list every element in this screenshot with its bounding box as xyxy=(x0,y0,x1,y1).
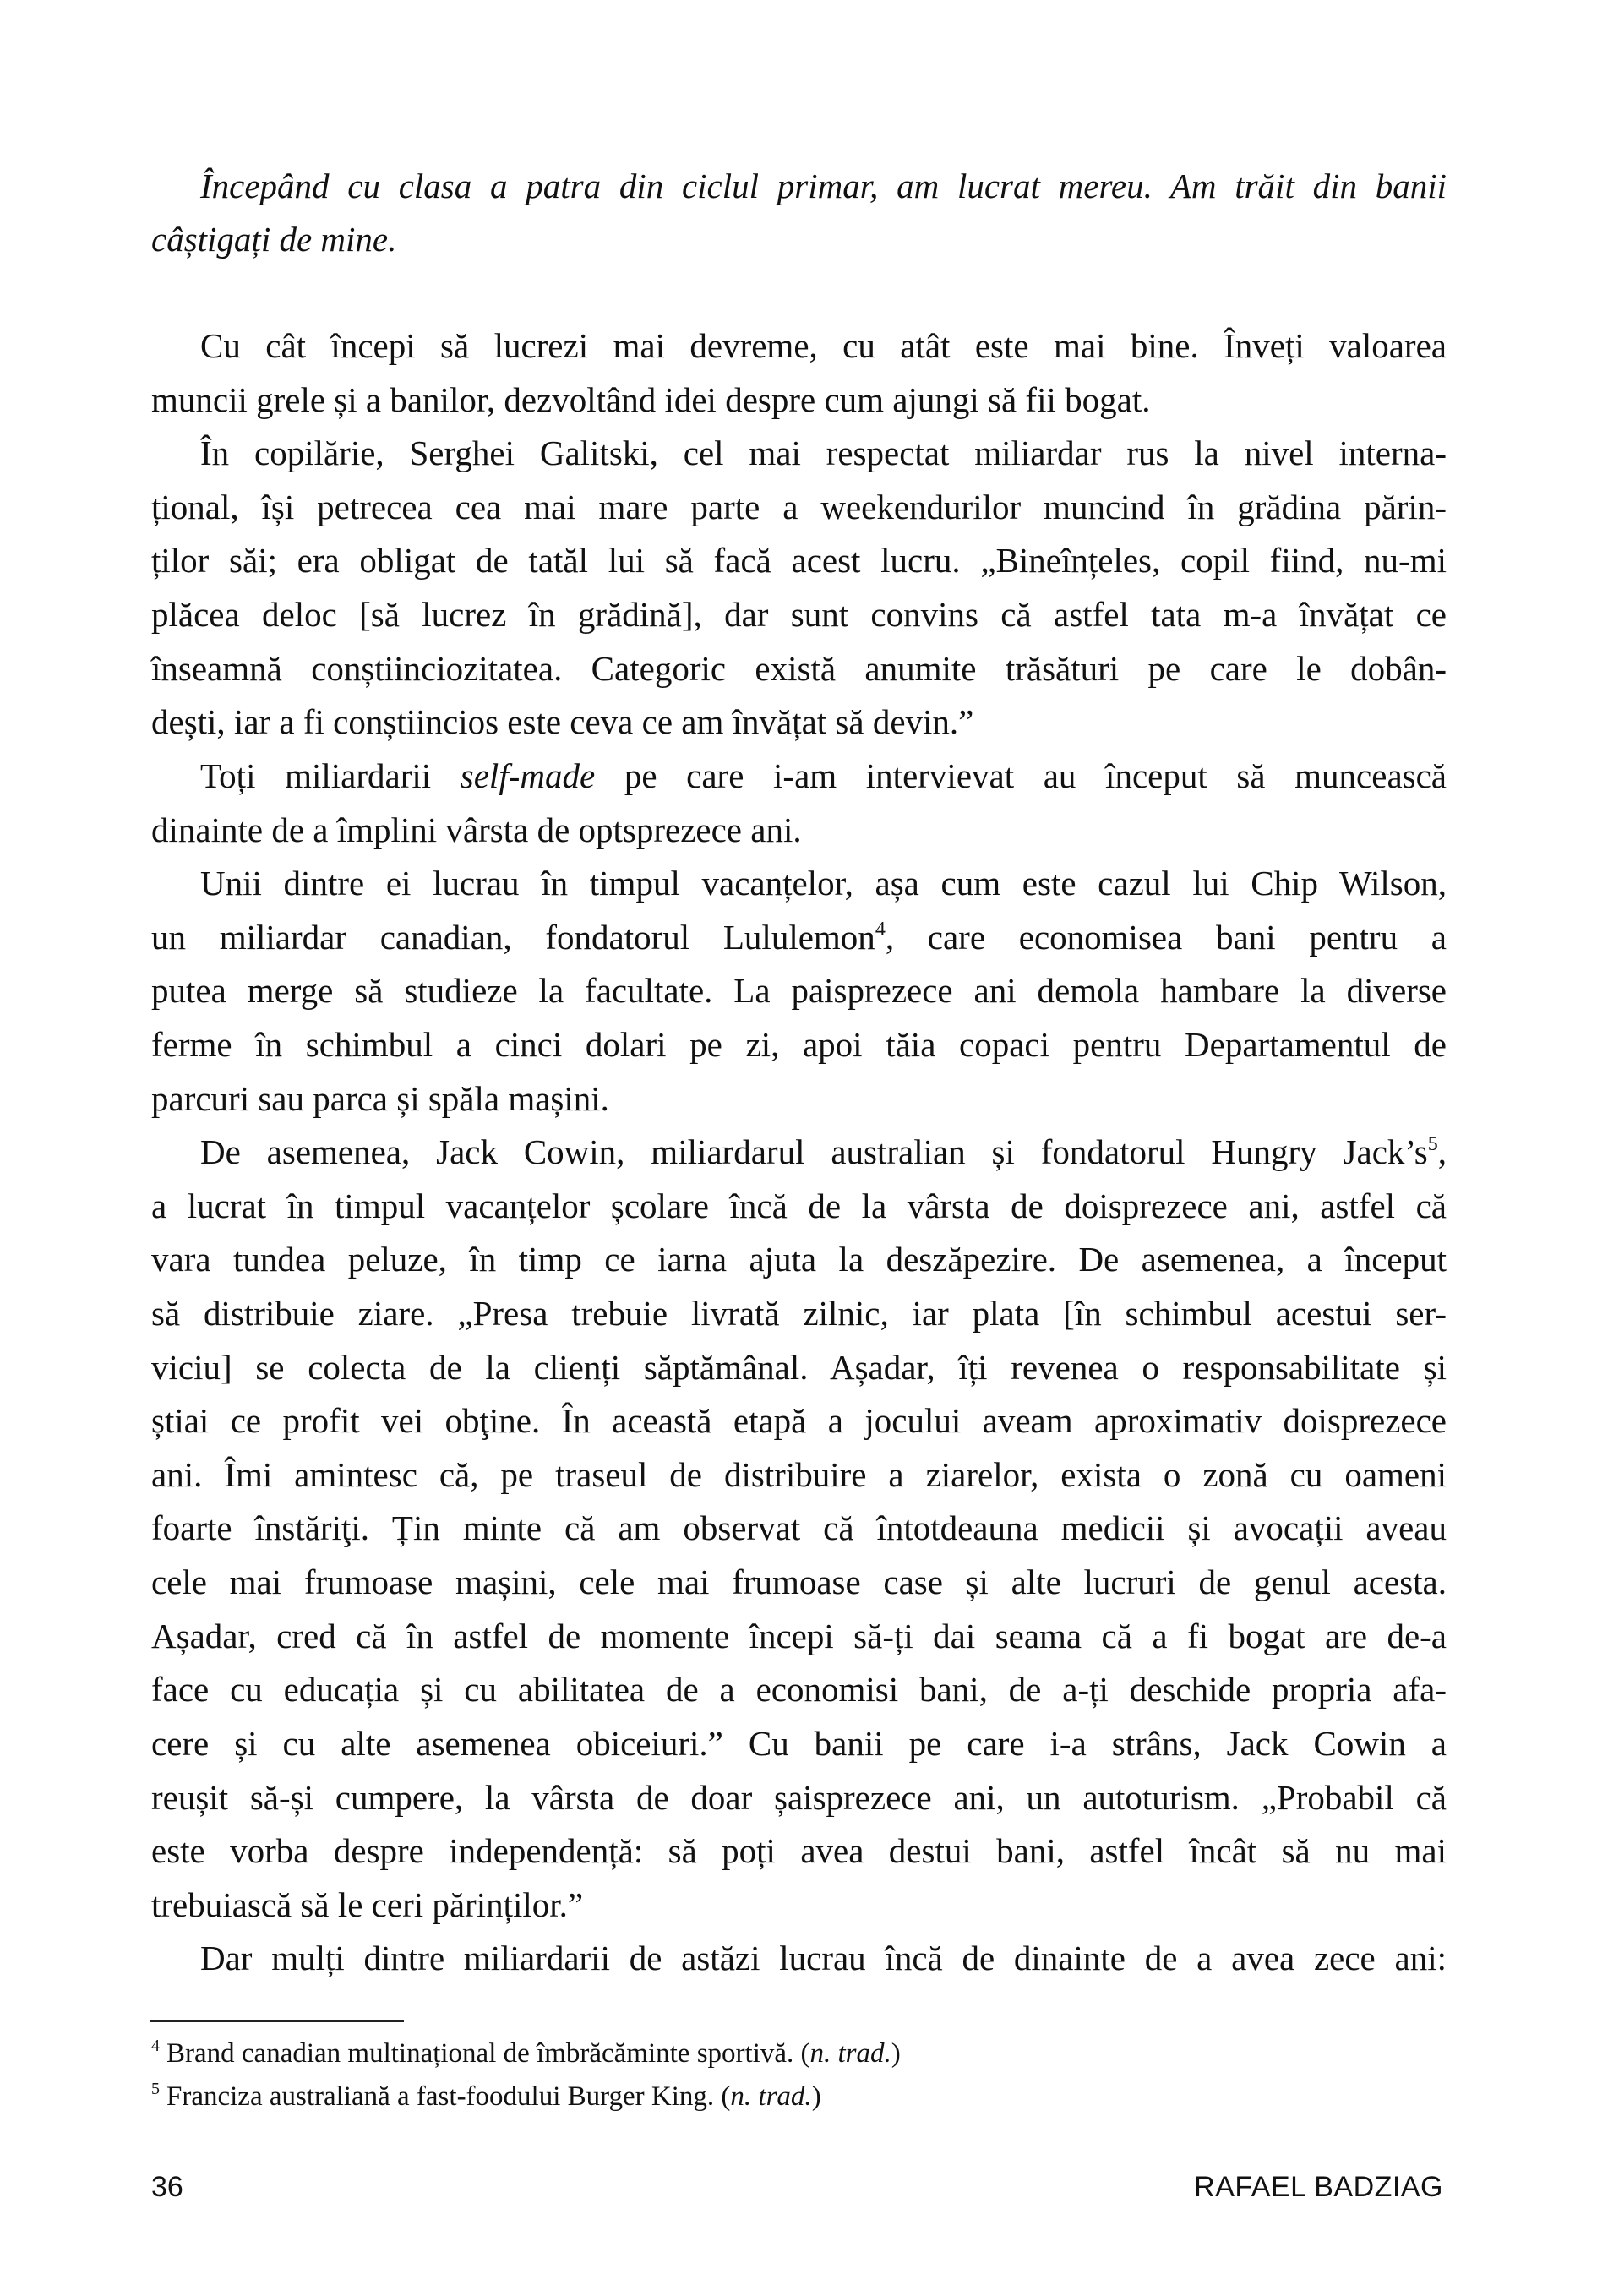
text-run: , xyxy=(1437,1132,1447,1171)
paragraph-line: ani. Îmi amintesc că, pe traseul de distribuire a ziarelor, exista o zonă cu oameni xyxy=(151,1455,1447,1494)
footnote-number: 4 xyxy=(151,2037,160,2055)
footnote-translator-note: n. trad. xyxy=(809,2038,891,2069)
footnote-ref[interactable]: 5 xyxy=(1427,1133,1438,1155)
footnote-translator-note: n. trad. xyxy=(730,2081,812,2112)
text-run: un miliardar canadian, fondatorul Lululemon xyxy=(151,918,875,957)
paragraph-line: parcuri sau parca și spăla mașini. xyxy=(151,1079,609,1118)
footnote-text: Franciza australiană a fast-foodului Burger King. ( xyxy=(166,2081,731,2112)
paragraph-line: face cu educația și cu abilitatea de a economisi bani, de a-ți deschide propria afa- xyxy=(151,1670,1447,1709)
paragraph-line: știai ce profit vei obţine. În această etapă a jocului aveam aproximativ doisprezece xyxy=(151,1401,1447,1440)
text-run: pe care i-am intervievat au început să muncească xyxy=(595,756,1447,795)
text-run: , care economisea bani pentru a xyxy=(885,918,1447,957)
footnote-close: ) xyxy=(891,2038,901,2069)
footnote-ref[interactable]: 4 xyxy=(875,919,886,941)
paragraph-line: Unii dintre ei lucrau în timpul vacanțelor, așa cum este cazul lui Chip Wilson, xyxy=(200,864,1447,903)
footnote-close: ) xyxy=(811,2081,821,2112)
paragraph-line xyxy=(200,1125,1447,1179)
paragraph-line: reușit să-și cumpere, la vârsta de doar șaisprezece ani, un autoturism. „Probabil că xyxy=(151,1778,1447,1817)
paragraph-line: înseamnă conștiinciozitatea. Categoric există anumite trăsături pe care le dobân- xyxy=(151,649,1447,688)
footnote xyxy=(151,2031,1250,2075)
paragraph-line: dești, iar a fi conștiincios este ceva ce am învățat să devin.” xyxy=(151,702,974,741)
paragraph-line: ferme în schimbul a cinci dolari pe zi, apoi tăia copaci pentru Departamentul de xyxy=(151,1025,1447,1064)
quote-line: câștigați de mine. xyxy=(151,220,397,259)
paragraph-line: În copilărie, Serghei Galitski, cel mai respectat miliardar rus la nivel interna- xyxy=(200,434,1447,472)
paragraph-line: cele mai frumoase mașini, cele mai frumoase case și alte lucruri de genul acesta. xyxy=(151,1562,1447,1601)
text-run: De asemenea, Jack Cowin, miliardarul australian și fondatorul Hungry Jack’s xyxy=(200,1132,1428,1171)
paragraph-line: cere și cu alte asemenea obiceiuri.” Cu banii pe care i-a strâns, Jack Cowin a xyxy=(151,1724,1447,1763)
paragraph-line: este vorba despre independență: să poți avea destui bani, astfel încât să nu mai xyxy=(151,1831,1447,1870)
paragraph-line: dinainte de a împlini vârsta de optsprezece ani. xyxy=(151,810,802,849)
paragraph-line: țional, își petrecea cea mai mare parte a weekendurilor muncind în grădina părin- xyxy=(151,488,1447,526)
paragraph-line: muncii grele și a banilor, dezvoltând idei despre cum ajungi să fii bogat. xyxy=(151,380,1151,419)
footnote-text: Brand canadian multinațional de îmbrăcăminte sportivă. ( xyxy=(166,2038,810,2069)
paragraph-line: Dar mulți dintre miliardarii de astăzi lucrau încă de dinainte de a avea zece ani: xyxy=(200,1939,1447,1977)
paragraph-line xyxy=(200,749,1447,803)
paragraph-line: a lucrat în timpul vacanțelor școlare încă de la vârsta de doisprezece ani, astfel că xyxy=(151,1186,1447,1225)
paragraph-line: trebuiască să le ceri părinților.” xyxy=(151,1885,584,1924)
footnote xyxy=(151,2075,1250,2119)
text-run: Toți miliardarii xyxy=(200,756,461,795)
paragraph-line: ților săi; era obligat de tatăl lui să facă acest lucru. „Bineînțeles, copil fiind, nu-mi xyxy=(151,541,1447,580)
quote-line: Începând cu clasa a patra din ciclul primar, am lucrat mereu. Am trăit din banii xyxy=(200,166,1447,205)
footnote-number: 5 xyxy=(151,2080,160,2098)
running-footer-author: RAFAEL BADZIAG xyxy=(1194,2171,1443,2203)
page-number: 36 xyxy=(151,2171,183,2203)
paragraph-line: vara tundea peluze, în timp ce iarna ajuta la deszăpezire. De asemenea, a început xyxy=(151,1240,1447,1279)
paragraph-line: să distribuie ziare. „Presa trebuie livrată zilnic, iar plata [în schimbul acestui ser- xyxy=(151,1294,1447,1333)
italic-term: self-made xyxy=(460,756,596,795)
footnote-separator xyxy=(150,2020,404,2022)
paragraph-line: Așadar, cred că în astfel de momente începi să-ți dai seama că a fi bogat are de-a xyxy=(151,1617,1447,1655)
paragraph-line: foarte înstăriţi. Țin minte că am observat că întotdeauna medicii și avocații aveau xyxy=(151,1508,1447,1547)
paragraph-line: plăcea deloc [să lucrez în grădină], dar sunt convins că astfel tata m-a învățat ce xyxy=(151,595,1447,634)
paragraph-line xyxy=(151,910,1447,964)
paragraph-line: viciu] se colecta de la clienți săptămânal. Așadar, îți revenea o responsabilitate și xyxy=(151,1348,1447,1387)
paragraph-line: Cu cât începi să lucrezi mai devreme, cu atât este mai bine. Înveți valoarea xyxy=(200,326,1447,365)
paragraph-line: putea merge să studieze la facultate. La paisprezece ani demola hambare la diverse xyxy=(151,971,1447,1010)
